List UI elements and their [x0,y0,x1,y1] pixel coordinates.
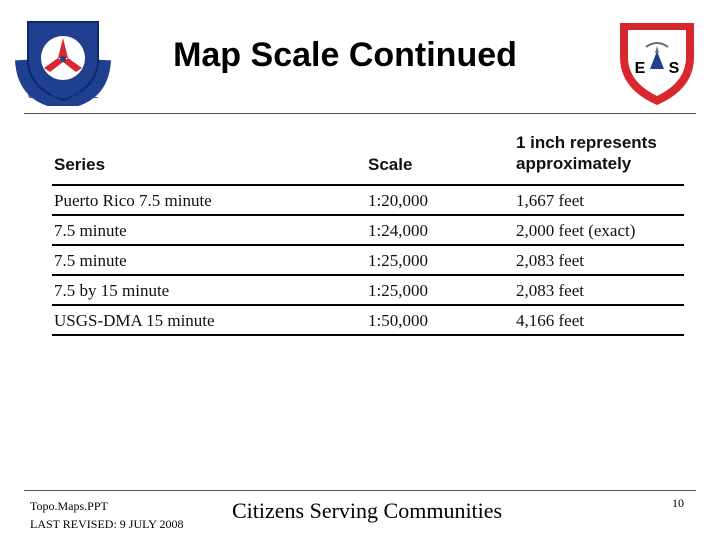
page-number: 10 [672,496,684,510]
cell-represents: 2,000 feet (exact) [516,221,636,240]
header-series: Series [54,155,106,174]
cell-series: 7.5 minute [54,251,127,270]
footer-divider [24,490,696,491]
cell-represents: 2,083 feet [516,251,584,270]
map-scale-table [52,128,684,336]
footer-revised-date: LAST REVISED: 9 JULY 2008 [30,517,184,531]
cell-represents: 1,667 feet [516,191,584,210]
table-row [52,246,684,276]
cell-scale: 1:25,000 [368,281,428,300]
table-header-row [52,128,684,186]
cell-series: Puerto Rico 7.5 minute [54,191,212,210]
header-divider [24,113,696,114]
logo-caption: CIVIL AIR PATROL [28,91,98,100]
cell-series: USGS-DMA 15 minute [54,311,215,330]
table-row [52,276,684,306]
cell-scale: 1:20,000 [368,191,428,210]
emergency-services-logo [612,17,702,107]
table-row [52,306,684,336]
cell-series: 7.5 by 15 minute [54,281,170,300]
cell-scale: 1:50,000 [368,311,428,330]
header-scale: Scale [368,155,413,174]
table-row [52,216,684,246]
cell-series: 7.5 minute [54,221,127,240]
es-letter-s: S [668,60,680,77]
footer-file-info [30,497,183,533]
footer-filename: Topo.Maps.PPT [30,499,108,513]
cell-scale: 1:24,000 [368,221,428,240]
cell-represents: 2,083 feet [516,281,584,300]
civil-air-patrol-logo [14,14,112,106]
footer-motto: Citizens Serving Communities [232,498,503,523]
cell-represents: 4,166 feet [516,311,584,330]
slide-title: Map Scale Continued [173,36,517,74]
table-row [52,186,684,216]
es-letter-e: E [634,60,646,77]
header-represents: 1 inch represents approximately [516,133,657,173]
cell-scale: 1:25,000 [368,251,428,270]
